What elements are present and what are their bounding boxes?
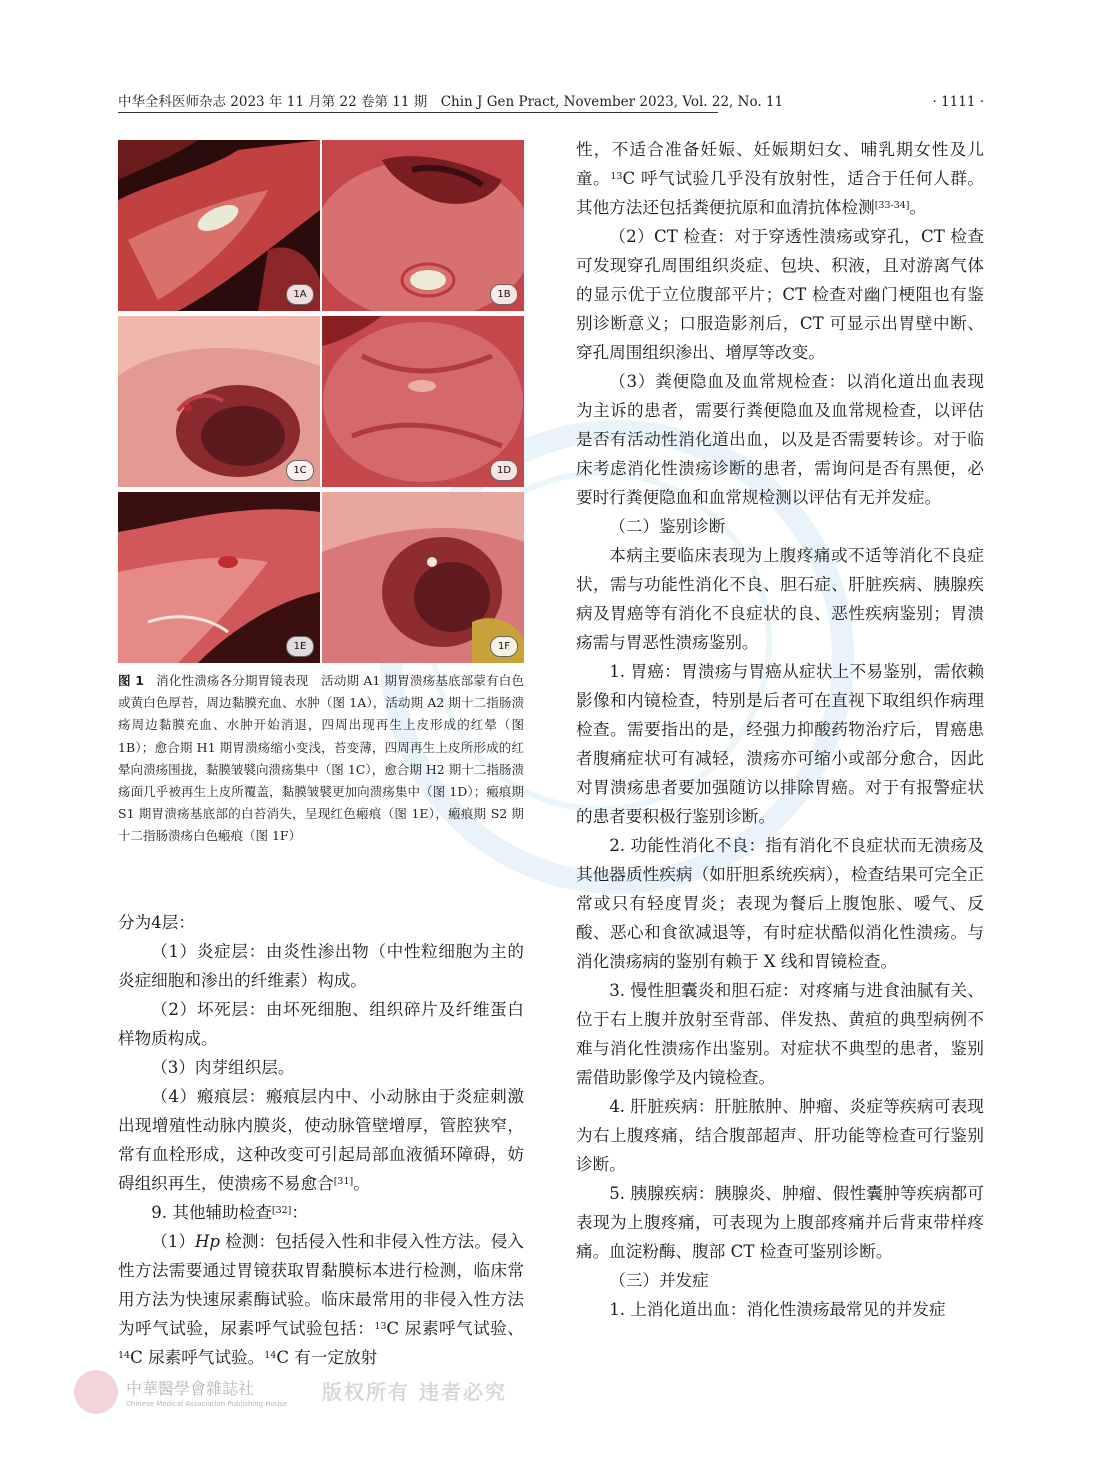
paragraph-end: 。 xyxy=(353,1174,370,1193)
paragraph-text: （1） xyxy=(151,1232,195,1251)
figure-caption xyxy=(118,670,524,848)
hp-term: Hp xyxy=(194,1232,221,1251)
paragraph: 4. 肝脏疾病：肝脏脓肿、肿瘤、炎症等疾病可表现为右上腹疼痛，结合腹部超声、肝功能等检查可行鉴别诊断。 xyxy=(576,1097,984,1174)
figure-number: 图 1 xyxy=(118,673,144,688)
heading-text: 9. 其他辅助检查 xyxy=(151,1203,272,1222)
right-column xyxy=(576,135,984,1324)
left-column xyxy=(118,908,524,1372)
paragraph xyxy=(118,1227,524,1372)
header-rule xyxy=(118,112,718,113)
panel-label: 1D xyxy=(490,460,518,481)
paragraph: 本病主要临床表现为上腹疼痛或不适等消化不良症状，需与功能性消化不良、胆石症、肝脏疾病、胰腺疾病及胃癌等有消化不良症状的良、恶性疾病鉴别；胃溃疡需与胃恶性溃疡鉴别。 xyxy=(576,546,984,652)
endoscopy-figure xyxy=(118,140,524,664)
panel-label: 1B xyxy=(490,284,518,305)
paragraph-text: C 尿素呼气试验、 xyxy=(386,1319,524,1338)
panel-1d xyxy=(322,316,524,487)
panel-1e xyxy=(118,492,320,663)
heading-end: ： xyxy=(291,1203,308,1222)
paragraph: （2）CT 检查：对于穿透性溃疡或穿孔，CT 检查可发现穿孔周围组织炎症、包块、积液，且对游离气体的显示优于立位腹部平片；CT 检查对幽门梗阻也有鉴别诊断意义；口服造影剂后，CT 可显示出胃壁中断、穿孔周围组织渗出、增厚等改变。 xyxy=(576,227,984,362)
paragraph-end: 。 xyxy=(909,198,927,217)
paragraph xyxy=(576,135,984,222)
panel-1c xyxy=(118,316,320,487)
page-number: · 1111 · xyxy=(932,94,984,110)
paragraph: 1. 胃癌：胃溃疡与胃癌从症状上不易鉴别，需依赖影像和内镜检查，特别是后者可在直视下取组织作病理检查。需要指出的是，经强力抑酸药物治疗后，胃癌患者腹痛症状可有减轻，溃疡亦可缩小或部分愈合，因此对胃溃疡患者要加强随访以排除胃癌。对于有报警症状的患者要积极行鉴别诊断。 xyxy=(576,662,984,826)
publisher-name: 中華醫學會雜誌社 xyxy=(126,1379,255,1398)
paragraph-text: C 尿素呼气试验。 xyxy=(130,1348,265,1367)
journal-citation: 中华全科医师杂志 2023 年 11 月第 22 卷第 11 期 Chin J Gen Pract, November 2023, Vol. 22, No. 11 xyxy=(118,94,784,110)
figure-caption-text: 消化性溃疡各分期胃镜表现 活动期 A1 期胃溃疡基底部蒙有白色或黄白色厚苔，周边黏膜充血、水肿（图 1A），活动期 A2 期十二指肠溃疡周边黏膜充血、水肿开始消退，四周出现再生上皮形成的红晕（图 1B）；愈合期 H1 期胃溃疡缩小变浅，苔变薄，四周再生上皮所形成的红晕向溃疡围拢，黏膜皱襞向溃疡集中（图 1C），愈合期 H2 期十二指肠溃疡面几乎被再生上皮所覆盖，黏膜皱襞更加向溃疡集中（图 1D）；瘢痕期 S1 期胃溃疡基底部的白苔消失，呈现红色瘢痕（图 1E），瘢痕期 S2 期十二指肠溃疡白色瘢痕（图 1F） xyxy=(118,673,524,844)
isotope-mark: 14 xyxy=(264,1350,277,1361)
paragraph: （1）炎症层：由炎性渗出物（中性粒细胞为主的炎症细胞和渗出的纤维素）构成。 xyxy=(118,942,524,990)
running-header xyxy=(118,92,984,114)
paragraph: （3）肉芽组织层。 xyxy=(151,1058,295,1077)
panel-1b xyxy=(322,140,524,311)
paragraph: 5. 胰腺疾病：胰腺炎、肿瘤、假性囊肿等疾病都可表现为上腹疼痛，可表现为上腹部疼痛并后背束带样疼痛。血淀粉酶、腹部 CT 检查可鉴别诊断。 xyxy=(576,1184,984,1261)
paragraph: 1. 上消化道出血：消化性溃疡最常见的并发症 xyxy=(609,1300,946,1319)
panel-1f xyxy=(322,492,524,663)
isotope-mark: 13 xyxy=(610,171,623,182)
paragraph-text: C 呼气试验几乎没有放射性，适合于任何人群。其他方法还包括粪便抗原和血清抗体检测 xyxy=(576,169,984,217)
paragraph: 2. 功能性消化不良：指有消化不良症状而无溃疡及其他器质性疾病（如肝胆系统疾病），检查结果可完全正常或只有轻度胃炎；表现为餐后上腹饱胀、嗳气、反酸、恶心和食欲减退等，有时症状酷似消化性溃疡。与消化溃疡病的鉴别有赖于 X 线和胃镜检查。 xyxy=(576,836,984,971)
section-heading: （三）并发症 xyxy=(609,1271,709,1290)
isotope-mark: 14 xyxy=(118,1350,131,1361)
isotope-mark: 13 xyxy=(374,1321,387,1332)
citation-ref: [32] xyxy=(271,1205,292,1216)
publisher-name-en: Chinese Medical Association Publishing House xyxy=(126,1400,288,1408)
panel-1a xyxy=(118,140,320,311)
citation-ref: [33-34] xyxy=(874,200,910,211)
paragraph: 3. 慢性胆囊炎和胆石症：对疼痛与进食油腻有关、位于右上腹并放射至背部、伴发热、黄疸的典型病例不难与消化性溃疡作出鉴别。对症状不典型的患者，鉴别需借助影像学及内镜检查。 xyxy=(576,981,984,1087)
paragraph: （3）粪便隐血及血常规检查：以消化道出血表现为主诉的患者，需要行粪便隐血及血常规检查，以评估是否有活动性消化道出血，以及是否需要转诊。对于临床考虑消化性溃疡诊断的患者，需询问是否有黑便，必要时行粪便隐血和血常规检测以评估有无并发症。 xyxy=(576,372,984,507)
paragraph-text: 性，不适合准备妊娠、妊娠期妇女、哺乳期女性及儿童。 xyxy=(576,140,984,188)
copyright-mark: 版权所有 违者必究 xyxy=(322,1380,507,1404)
paragraph: （2）坏死层：由坏死细胞、组织碎片及纤维蛋白样物质构成。 xyxy=(118,1000,524,1048)
paragraph-text: C 有一定放射 xyxy=(276,1348,378,1367)
paragraph xyxy=(118,1082,524,1198)
panel-label: 1F xyxy=(490,636,518,657)
paragraph-text: 检测：包括侵入性和非侵入性方法。侵入性方法需要通过胃镜获取胃黏膜标本进行检测，临床常用方法为快速尿素酶试验。临床最常用的非侵入性方法为呼气试验，尿素呼气试验包括： xyxy=(118,1232,524,1338)
paragraph-text: （4）瘢痕层：瘢痕层内中、小动脉由于炎症刺激出现增殖性动脉内膜炎，使动脉管壁增厚，管腔狭窄，常有血栓形成，这种改变可引起局部血液循环障碍，妨碍组织再生，使溃疡不易愈合 xyxy=(118,1087,524,1193)
paragraph: 分为4层： xyxy=(118,913,195,932)
citation-ref: [31] xyxy=(333,1176,354,1187)
section-heading: （二）鉴别诊断 xyxy=(609,517,726,536)
section-heading xyxy=(118,1198,524,1227)
publisher-seal-icon xyxy=(74,1370,118,1414)
panel-label: 1E xyxy=(286,636,314,657)
publisher-footer xyxy=(74,1370,507,1420)
panel-label: 1C xyxy=(286,460,314,481)
panel-label: 1A xyxy=(286,284,314,305)
